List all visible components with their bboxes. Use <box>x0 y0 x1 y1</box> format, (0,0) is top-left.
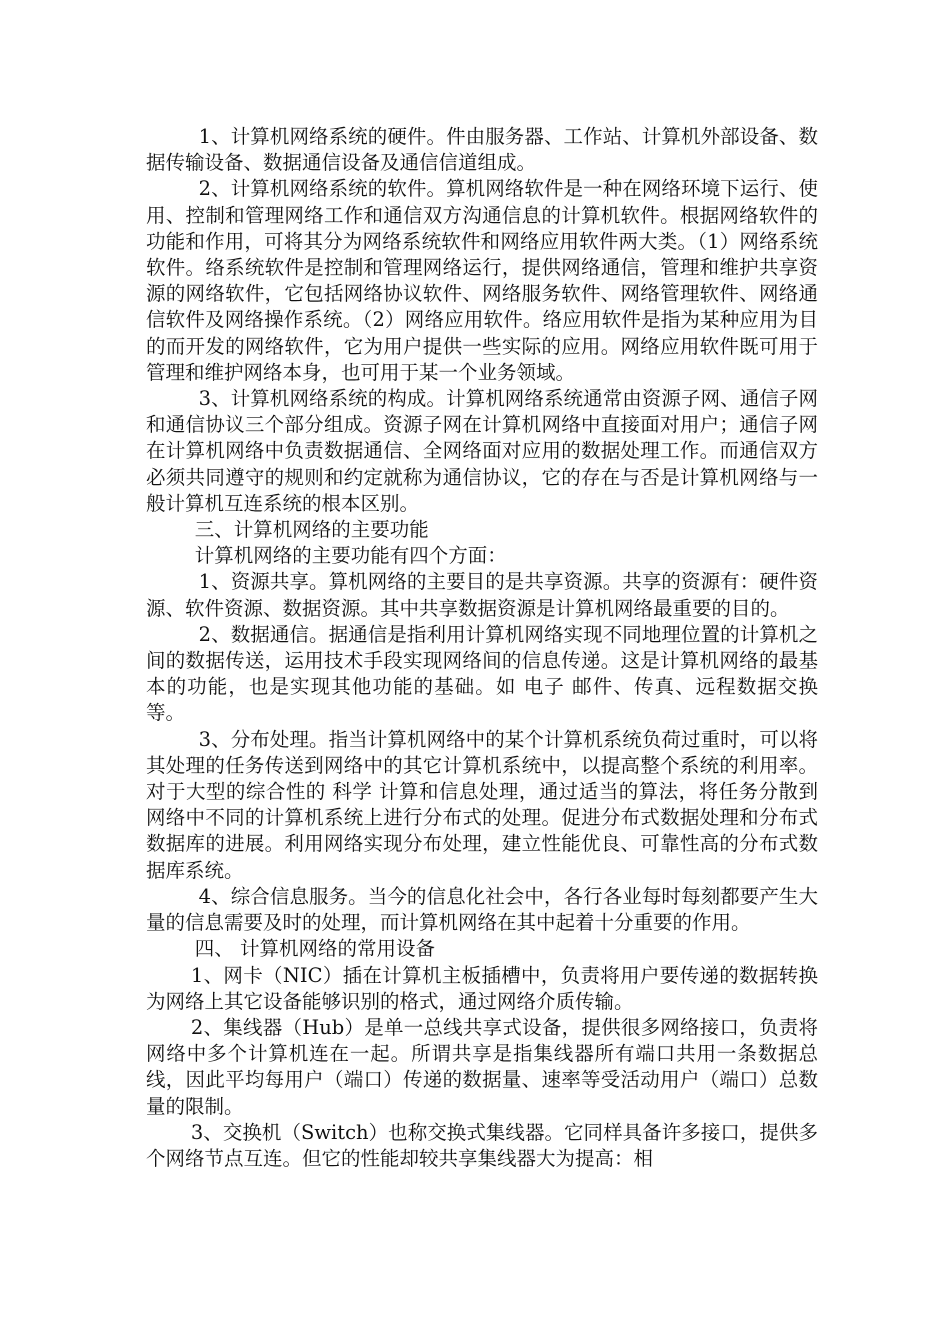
paragraph: 2、计算机网络系统的软件。算机网络软件是一种在网络环境下运行、使用、控制和管理网络工作和通信双方沟通信息的计算机软件。根据网络软件的功能和作用，可将其分为网络系统软件和网络应用软件两大类。（1）网络系统软件。络系统软件是控制和管理网络运行，提供网络通信，管理和维护共享资源的网络软件，它包括网络协议软件、网络服务软件、网络管理软件、网络通信软件及网络操作系统。（2）网络应用软件。络应用软件是指为某种应用为目的而开发的网络软件，它为用户提供一些实际的应用。网络应用软件既可用于管理和维护网络本身，也可用于某一个业务领域。 <box>146 177 818 384</box>
paragraph: 2、集线器（Hub）是单一总线共享式设备，提供很多网络接口，负责将网络中多个计算机连在一起。所谓共享是指集线器所有端口共用一条数据总线，因此平均每用户（端口）传递的数据量、速率等受活动用户（端口）总数量的限制。 <box>146 1015 818 1118</box>
paragraph: 3、分布处理。指当计算机网络中的某个计算机系统负荷过重时，可以将其处理的任务传送到网络中的其它计算机系统中，以提高整个系统的利用率。对于大型的综合性的 科学 计算和信息处理，通过适当的算法，将任务分散到网络中不同的计算机系统上进行分布式的处理。促进分布式数据处理和分布式数据库的进展。利用网络实现分布处理，建立性能优良、可靠性高的分布式数据库系统。 <box>146 727 818 882</box>
paragraph: 计算机网络的主要功能有四个方面： <box>194 544 507 568</box>
document-body <box>146 124 818 1172</box>
paragraph: 四、 计算机网络的常用设备 <box>194 937 435 961</box>
paragraph: 2、数据通信。据通信是指利用计算机网络实现不同地理位置的计算机之间的数据传送，运用技术手段实现网络间的信息传递。这是计算机网络的最基本的功能，也是实现其他功能的基础。如 电子 邮件、传真、远程数据交换等。 <box>146 622 818 725</box>
paragraph: 3、计算机网络系统的构成。计算机网络系统通常由资源子网、通信子网和通信协议三个部分组成。资源子网在计算机网络中直接面对用户；通信子网在计算机网络中负责数据通信、全网络面对应用的数据处理工作。而通信双方必须共同遵守的规则和约定就称为通信协议，它的存在与否是计算机网络与一般计算机互连系统的根本区别。 <box>146 387 818 515</box>
paragraph: 3、交换机（Switch）也称交换式集线器。它同样具备许多接口，提供多个网络节点互连。但它的性能却较共享集线器大为提高：相 <box>146 1120 818 1170</box>
paragraph: 1、网卡（NIC）插在计算机主板插槽中，负责将用户要传递的数据转换为网络上其它设备能够识别的格式，通过网络介质传输。 <box>146 963 818 1013</box>
paragraph: 4、综合信息服务。当今的信息化社会中，各行各业每时每刻都要产生大量的信息需要及时的处理，而计算机网络在其中起着十分重要的作用。 <box>146 884 818 935</box>
paragraph: 1、资源共享。算机网络的主要目的是共享资源。共享的资源有：硬件资源、软件资源、数据资源。其中共享数据资源是计算机网络最重要的目的。 <box>146 570 818 620</box>
paragraph: 三、计算机网络的主要功能 <box>194 518 429 542</box>
paragraph: 1、计算机网络系统的硬件。件由服务器、工作站、计算机外部设备、数据传输设备、数据通信设备及通信信道组成。 <box>146 125 818 175</box>
